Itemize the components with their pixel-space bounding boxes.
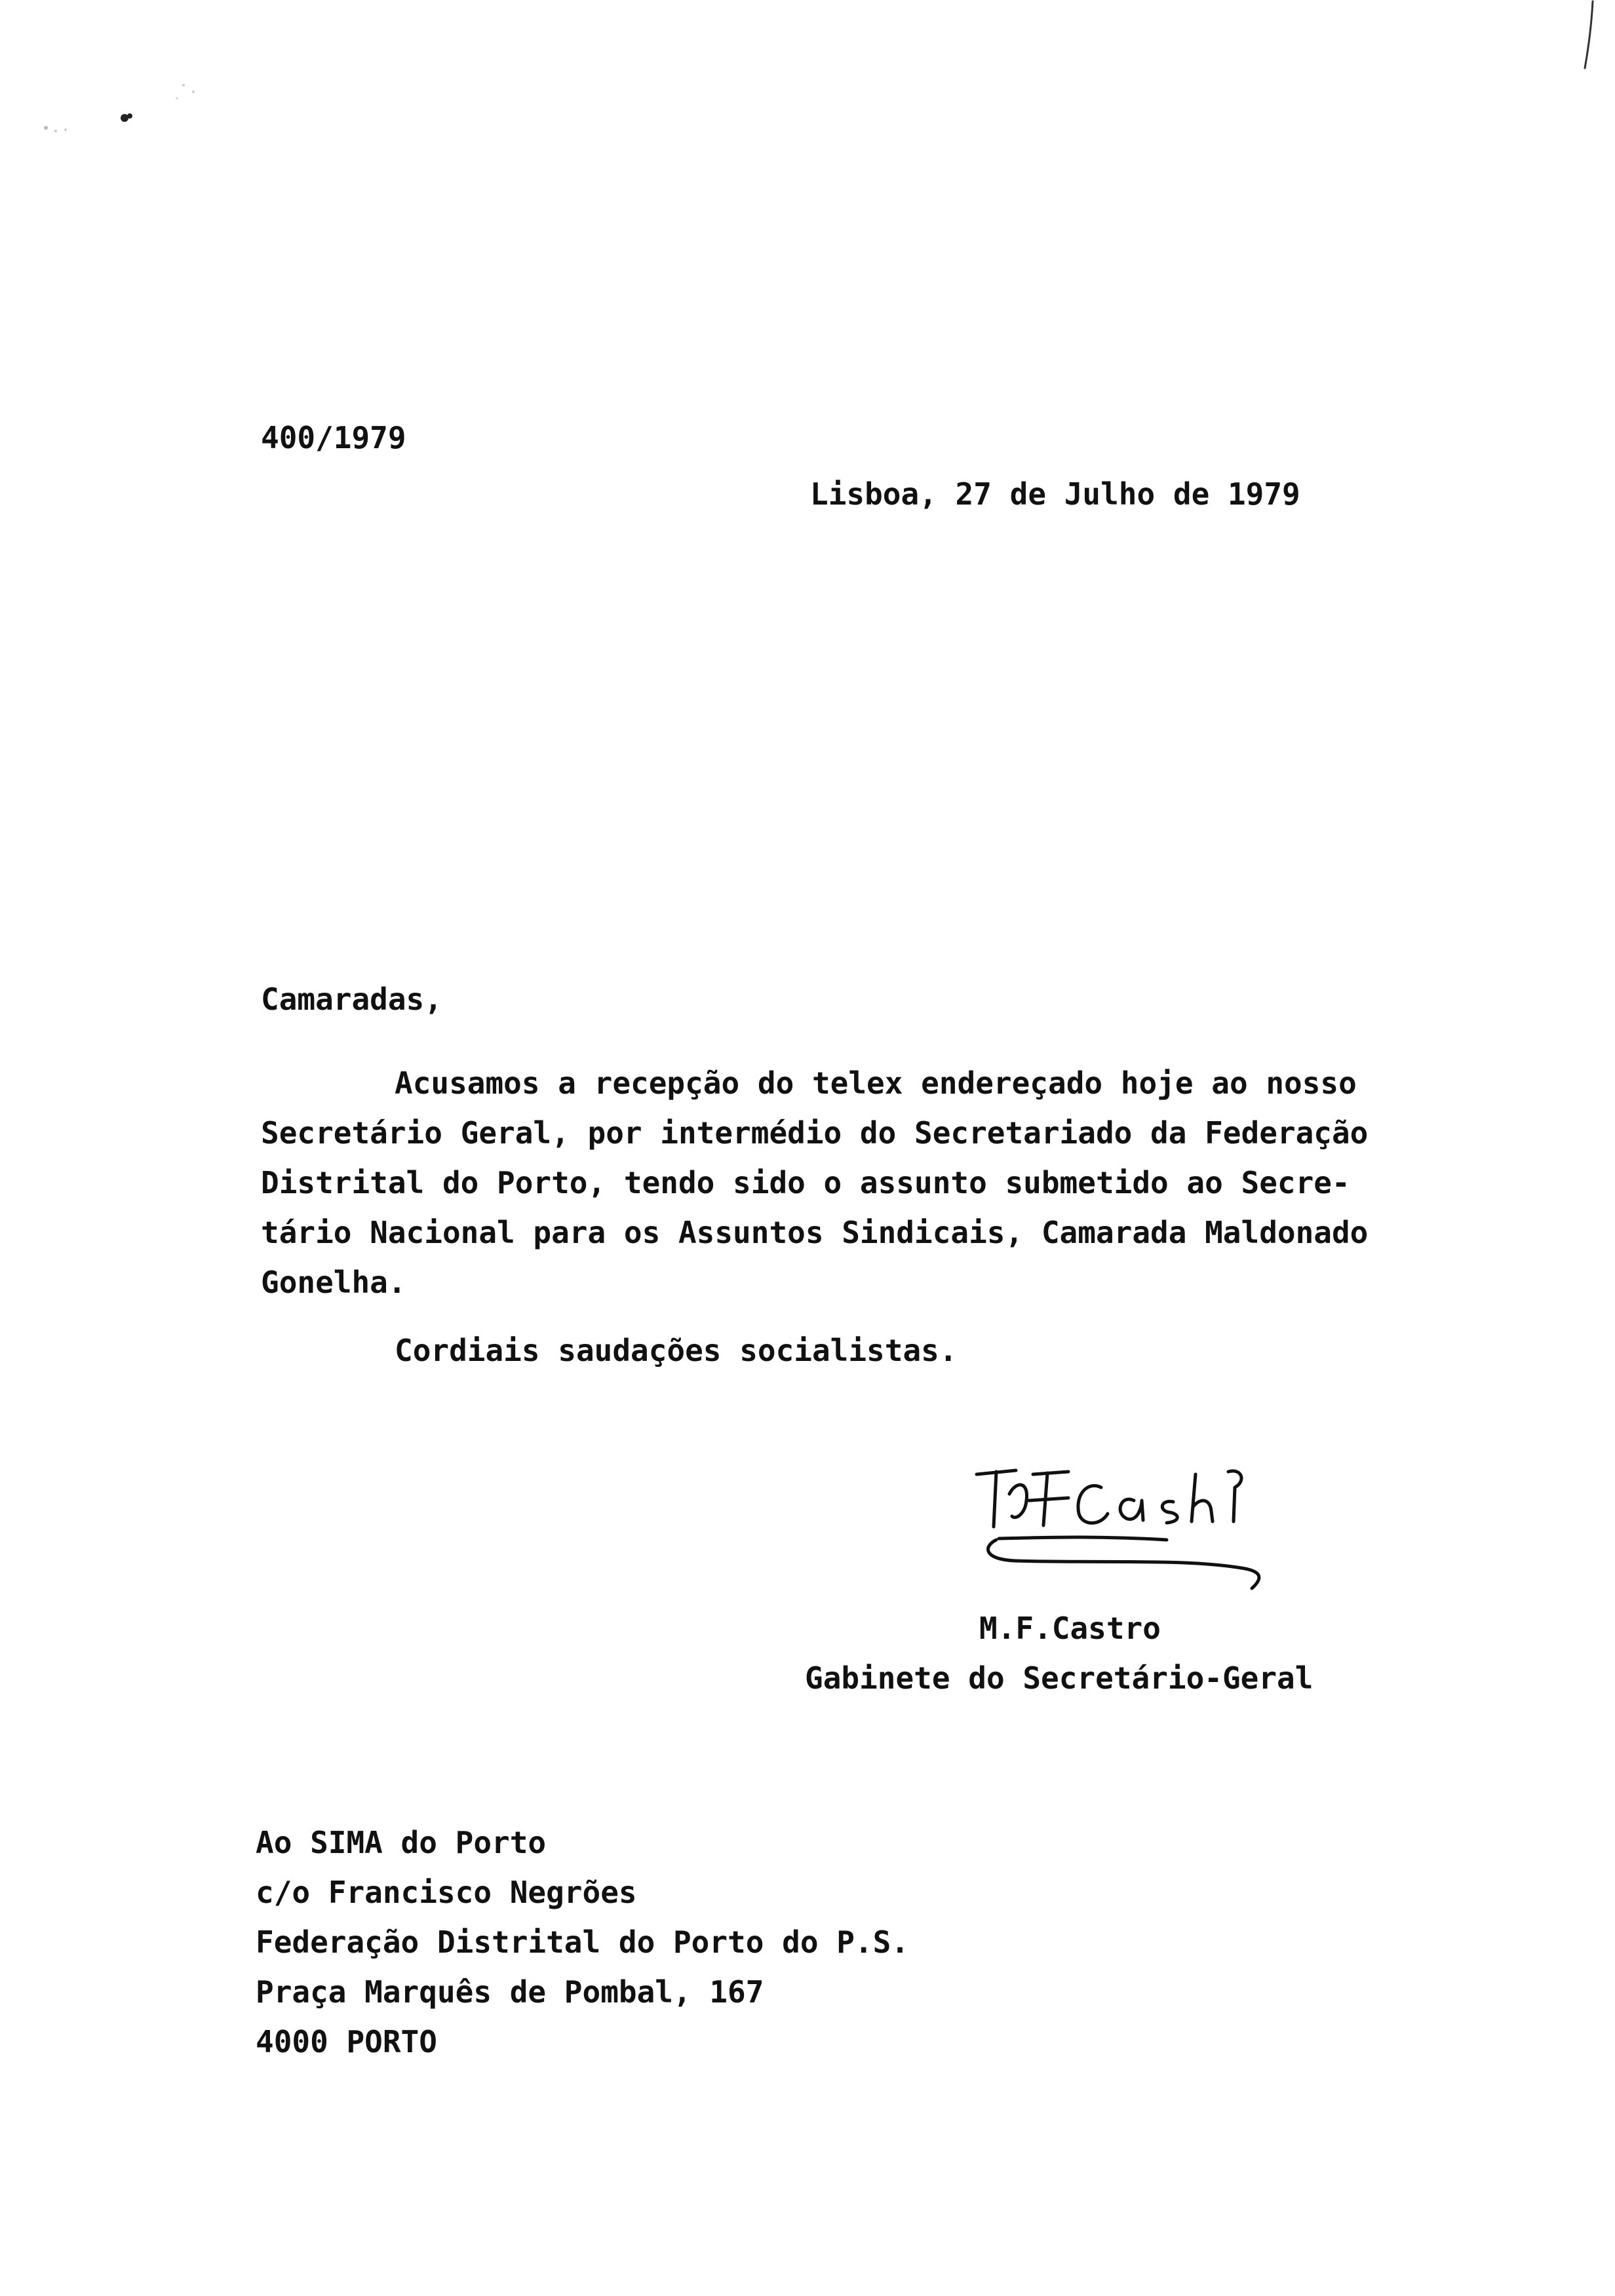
letter-date: Lisboa, 27 de Julho de 1979 (810, 476, 1300, 512)
body-line: Distrital do Porto, tendo sido o assunto submetido ao Secre- (261, 1165, 1350, 1200)
signatory-name: M.F.Castro (979, 1611, 1161, 1646)
body-line: tário Nacional para os Assuntos Sindicais, Camarada Maldonado (261, 1215, 1369, 1250)
body-line: Acusamos a recepção do telex endereçado hoje ao nosso (395, 1065, 1357, 1101)
pen-stroke-mark-icon (1573, 0, 1599, 72)
signatory-title: Gabinete do Secretário-Geral (805, 1660, 1313, 1696)
address-line: Federação Distrital do Porto do P.S. (256, 1924, 909, 1960)
handwritten-signature-icon (970, 1448, 1278, 1599)
scanner-specks-icon (20, 26, 216, 170)
body-line: Secretário Geral, por intermédio do Secretariado da Federação (261, 1115, 1369, 1151)
closing-line: Cordiais saudações socialistas. (395, 1333, 958, 1368)
body-line: Gonelha. (261, 1265, 406, 1300)
address-line: Praça Marquês de Pombal, 167 (256, 1974, 764, 2010)
address-line: 4000 PORTO (256, 2024, 437, 2059)
salutation: Camaradas, (261, 982, 442, 1017)
address-line: c/o Francisco Negrões (256, 1875, 637, 1910)
address-line: Ao SIMA do Porto (256, 1825, 547, 1860)
reference-number: 400/1979 (261, 420, 406, 455)
